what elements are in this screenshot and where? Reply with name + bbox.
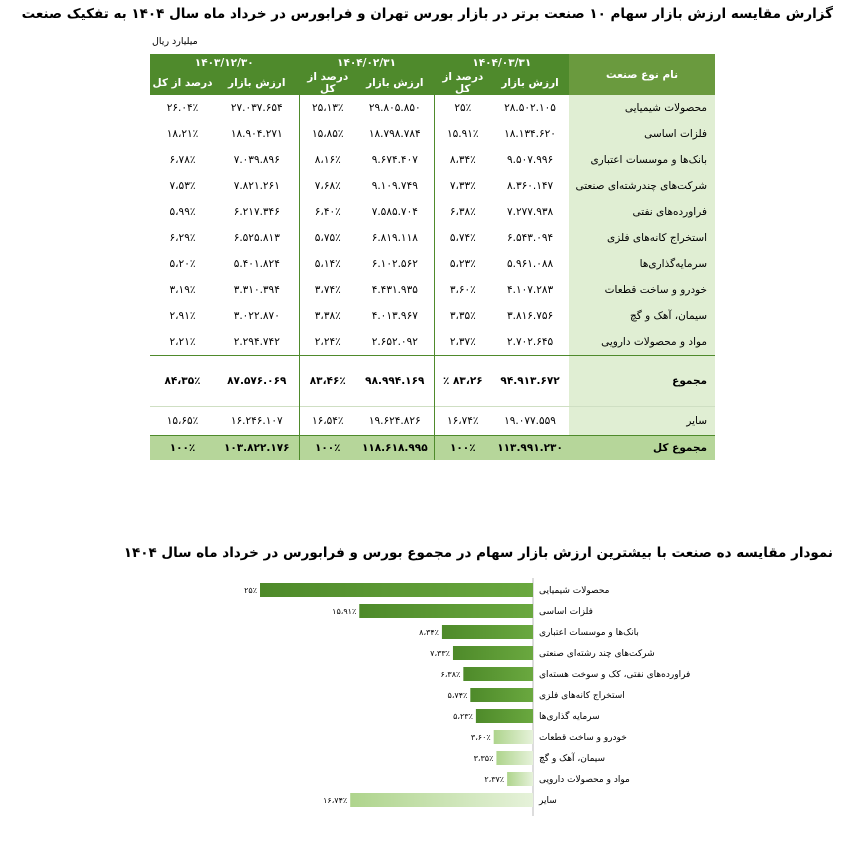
industry-name: مجموع	[569, 356, 715, 407]
market-value-cell: ۶.۸۱۹.۱۱۸	[371, 232, 418, 244]
market-value-cell: ۵.۴۰۱.۸۲۴	[233, 258, 280, 270]
period-header-2: ۱۴۰۴/۰۲/۳۱	[299, 54, 434, 71]
percent-cell: ۱۶،۷۴٪	[434, 407, 491, 436]
market-value-cell: ۲۹.۸۰۵.۸۵۰	[368, 102, 421, 114]
bar-value-label: ۶،۳۸٪	[440, 670, 461, 679]
market-value-cell: ۲۸.۵۰۲.۱۰۵	[504, 102, 556, 114]
market-value-cell: ۳.۳۱۰.۳۹۴	[233, 284, 280, 296]
market-value-cell: ۸.۳۶۰.۱۴۷	[506, 180, 554, 192]
bar-chart-svg	[228, 578, 691, 816]
market-value-cell: ۶.۵۲۵.۸۱۳	[233, 232, 280, 244]
market-value-cell: ۳.۸۱۶.۷۵۶	[506, 310, 554, 322]
industry-name: استخراج کانه‌های فلزی	[569, 225, 715, 251]
table-row	[150, 225, 715, 251]
category-label: خودرو و ساخت قطعات	[539, 733, 627, 743]
market-value-cell: ۹۸.۹۹۴.۱۶۹	[356, 356, 434, 407]
industry-name: سیمان، آهک و گچ	[569, 303, 715, 329]
percent-cell: ۷،۳۳٪	[434, 173, 491, 199]
market-value-cell: ۱۸.۱۳۴.۶۲۰	[504, 128, 556, 140]
market-value-cell: ۷.۵۸۵.۷۰۴	[371, 206, 418, 218]
percent-cell: ۵،۷۵٪	[299, 225, 356, 251]
market-value-cell: ۷.۰۳۹.۸۹۶	[233, 154, 280, 166]
value-header: ارزش بازار	[356, 71, 434, 95]
table-row	[150, 147, 715, 173]
percent-cell: ۸۳،۲۶ ٪	[434, 356, 491, 407]
industry-name: سایر	[569, 407, 715, 436]
bar-value-label: ۲۵٪	[244, 586, 257, 595]
table-row	[150, 121, 715, 147]
industry-name: فراورده‌های نفتی	[569, 199, 715, 225]
percent-cell: ۱۰۰٪	[434, 436, 491, 461]
market-value-cell: ۸۷.۵۷۶.۰۶۹	[215, 356, 299, 407]
bar-8	[496, 751, 533, 765]
market-value-cell: ۱۱۸.۶۱۸.۹۹۵	[356, 436, 434, 461]
period-header-1: ۱۴۰۴/۰۳/۳۱	[434, 54, 569, 71]
percent-cell: ۸۳،۴۶٪	[299, 356, 356, 407]
percent-cell: ۳،۳۵٪	[434, 303, 491, 329]
percent-cell: ۱۵،۸۵٪	[299, 121, 356, 147]
bar-value-label: ۳،۳۵٪	[473, 754, 494, 763]
category-label: فراورده‌های نفتی، کک و سوخت هسته‌ای	[539, 670, 691, 680]
total-row	[150, 436, 715, 461]
category-label: سایر	[539, 796, 557, 806]
market-value-cell: ۶.۲۱۷.۳۴۶	[233, 206, 280, 218]
market-value-cell: ۱۹.۶۲۴.۸۲۶	[356, 407, 434, 436]
bar-10	[350, 793, 533, 807]
percent-cell: ۲۶.۰۴٪	[166, 102, 199, 114]
market-value-cell: ۱۶.۲۴۶.۱۰۷	[215, 407, 299, 436]
market-value-cell: ۱۹.۰۷۷.۵۵۹	[491, 407, 569, 436]
table-row	[150, 277, 715, 303]
table-row	[150, 251, 715, 277]
market-value-cell: ۱۸.۹۰۴.۲۷۱	[230, 128, 283, 140]
percent-cell: ۲،۳۷٪	[434, 329, 491, 356]
percent-header: درصد از کل	[434, 71, 491, 95]
percent-cell: ۲،۹۱٪	[169, 310, 196, 322]
industry-name: بانک‌ها و موسسات اعتباری	[569, 147, 715, 173]
industry-name: فلزات اساسی	[569, 121, 715, 147]
percent-cell: ۸،۱۶٪	[299, 147, 356, 173]
market-value-cell: ۵.۹۶۱.۰۸۸	[506, 258, 554, 270]
percent-cell: ۱۰۰٪	[299, 436, 356, 461]
category-label: شرکت‌های چند رشته‌ای صنعتی	[539, 649, 655, 659]
unit-label: میلیارد ریال	[152, 36, 198, 47]
bar-value-label: ۷،۳۳٪	[430, 649, 450, 658]
industry-name: خودرو و ساخت قطعات	[569, 277, 715, 303]
percent-cell: ۲۵٪	[434, 95, 491, 121]
category-label: استخراج کانه‌های فلزی	[539, 691, 625, 701]
bar-value-label: ۱۵،۹۱٪	[332, 607, 357, 616]
percent-cell: ۸۴،۳۵٪	[150, 356, 215, 407]
value-header: ارزش بازار	[215, 71, 299, 95]
industry-name: سرمایه‌گذاری‌ها	[569, 251, 715, 277]
percent-cell: ۳،۱۹٪	[169, 284, 196, 296]
market-value-cell: ۹.۵۰۷.۹۹۶	[506, 154, 554, 166]
percent-cell: ۶،۴۰٪	[299, 199, 356, 225]
table-row	[150, 95, 715, 121]
market-value-cell: ۹۴.۹۱۳.۶۷۲	[491, 356, 569, 407]
industry-name: مجموع کل	[569, 436, 715, 461]
bar-value-label: ۸،۳۴٪	[419, 628, 439, 637]
category-label: سیمان، آهک و گچ	[539, 754, 606, 764]
percent-cell: ۱۰۰٪	[150, 436, 215, 461]
percent-cell: ۱۸،۲۱٪	[166, 128, 199, 140]
market-value-cell: ۲.۲۹۴.۷۴۲	[233, 336, 280, 348]
percent-cell: ۳،۶۰٪	[434, 277, 491, 303]
category-label: محصولات شیمیایی	[539, 586, 610, 596]
bar-value-label: ۵،۲۳٪	[453, 712, 473, 721]
bar-9	[507, 772, 533, 786]
percent-cell: ۳،۷۴٪	[299, 277, 356, 303]
market-value-cell: ۴.۴۳۱.۹۳۵	[371, 284, 418, 296]
bar-1	[359, 604, 533, 618]
percent-cell: ۷،۶۸٪	[299, 173, 356, 199]
report-title: گزارش مقایسه ارزش بازار سهام ۱۰ صنعت برتر در بازار بورس تهران و فرابورس در خرداد ماه سال ۱۴۰۴ به تفکیک صنعت	[21, 6, 833, 22]
other-row	[150, 407, 715, 436]
category-label: مواد و محصولات دارویی	[539, 775, 630, 785]
bar-value-label: ۵،۷۴٪	[447, 691, 468, 700]
market-value-cell: ۱۰۳.۸۲۲.۱۷۶	[215, 436, 299, 461]
percent-cell: ۲،۲۱٪	[169, 336, 196, 348]
percent-cell: ۳،۳۸٪	[299, 303, 356, 329]
table-row	[150, 199, 715, 225]
market-value-cell: ۱۱۳.۹۹۱.۲۳۰	[491, 436, 569, 461]
category-label: بانک‌ها و موسسات اعتباری	[539, 628, 639, 638]
bar-value-label: ۱۶،۷۴٪	[323, 796, 348, 805]
percent-cell: ۵،۱۴٪	[299, 251, 356, 277]
bar-3	[453, 646, 533, 660]
percent-cell: ۲،۲۴٪	[299, 329, 356, 356]
market-value-cell: ۶.۵۴۳.۰۹۴	[506, 232, 554, 244]
industry-name: محصولات شیمیایی	[569, 95, 715, 121]
period-header-3: ۱۴۰۳/۱۲/۳۰	[150, 54, 299, 71]
percent-cell: ۶،۷۸٪	[169, 154, 196, 166]
market-value-cell: ۴.۱۰۷.۲۸۳	[506, 284, 554, 296]
percent-cell: ۸،۳۴٪	[434, 147, 491, 173]
bar-5	[470, 688, 533, 702]
market-value-cell: ۴.۰۱۳.۹۶۷	[371, 310, 418, 322]
percent-cell: ۷،۵۳٪	[169, 180, 196, 192]
industry-name: شرکت‌های چندرشته‌ای صنعتی	[569, 173, 715, 199]
percent-cell: ۵،۲۰٪	[169, 258, 196, 270]
percent-cell: ۵،۹۹٪	[169, 206, 196, 218]
bar-7	[494, 730, 533, 744]
table-row	[150, 329, 715, 356]
percent-cell: ۶،۳۸٪	[434, 199, 491, 225]
market-value-cell: ۷.۸۲۱.۲۶۱	[233, 180, 280, 192]
market-value-cell: ۲.۶۵۲.۰۹۲	[371, 336, 418, 348]
industry-name: مواد و محصولات دارویی	[569, 329, 715, 356]
value-header: ارزش بازار	[491, 71, 569, 95]
name-header: نام نوع صنعت	[569, 54, 715, 95]
percent-header: درصد از کل	[299, 71, 356, 95]
percent-cell: ۵،۲۳٪	[434, 251, 491, 277]
table-body	[150, 95, 715, 460]
bar-4	[463, 667, 533, 681]
bar-chart	[228, 578, 691, 816]
market-value-cell: ۶.۱۰۲.۵۶۲	[371, 258, 418, 270]
market-value-cell: ۷.۲۷۷.۹۳۸	[506, 206, 554, 218]
percent-cell: ۱۶،۵۴٪	[299, 407, 356, 436]
percent-header: درصد از کل	[150, 71, 215, 95]
sum-row	[150, 356, 715, 407]
market-value-cell: ۲.۷۰۲.۶۴۵	[506, 336, 554, 348]
percent-cell: ۵،۷۴٪	[434, 225, 491, 251]
chart-title: نمودار مقایسه ده صنعت با بیشترین ارزش بازار سهام در مجموع بورس و فرابورس در خرداد ماه سال ۱۴۰۴	[123, 545, 833, 561]
industry-table	[150, 54, 715, 460]
market-value-cell: ۲۷.۰۳۷.۶۵۴	[230, 102, 283, 114]
percent-cell: ۲۵،۱۳٪	[299, 95, 356, 121]
market-value-cell: ۱۸.۷۹۸.۷۸۴	[368, 128, 421, 140]
market-value-cell: ۹.۱۰۹.۷۴۹	[371, 180, 418, 192]
bar-0	[260, 583, 533, 597]
market-value-cell: ۳.۰۲۲.۸۷۰	[233, 310, 280, 322]
table-row	[150, 173, 715, 199]
bar-2	[442, 625, 533, 639]
table-row	[150, 303, 715, 329]
bar-value-label: ۳،۶۰٪	[470, 733, 491, 742]
category-label: فلزات اساسی	[539, 607, 593, 617]
percent-cell: ۱۵.۹۱٪	[434, 121, 491, 147]
market-value-cell: ۹.۶۷۴.۴۰۷	[371, 154, 418, 166]
category-label: سرمایه گذاری‌ها	[539, 712, 600, 722]
bar-6	[476, 709, 533, 723]
bar-value-label: ۲،۳۷٪	[484, 775, 505, 784]
percent-cell: ۶،۲۹٪	[169, 232, 196, 244]
percent-cell: ۱۵،۶۵٪	[150, 407, 215, 436]
